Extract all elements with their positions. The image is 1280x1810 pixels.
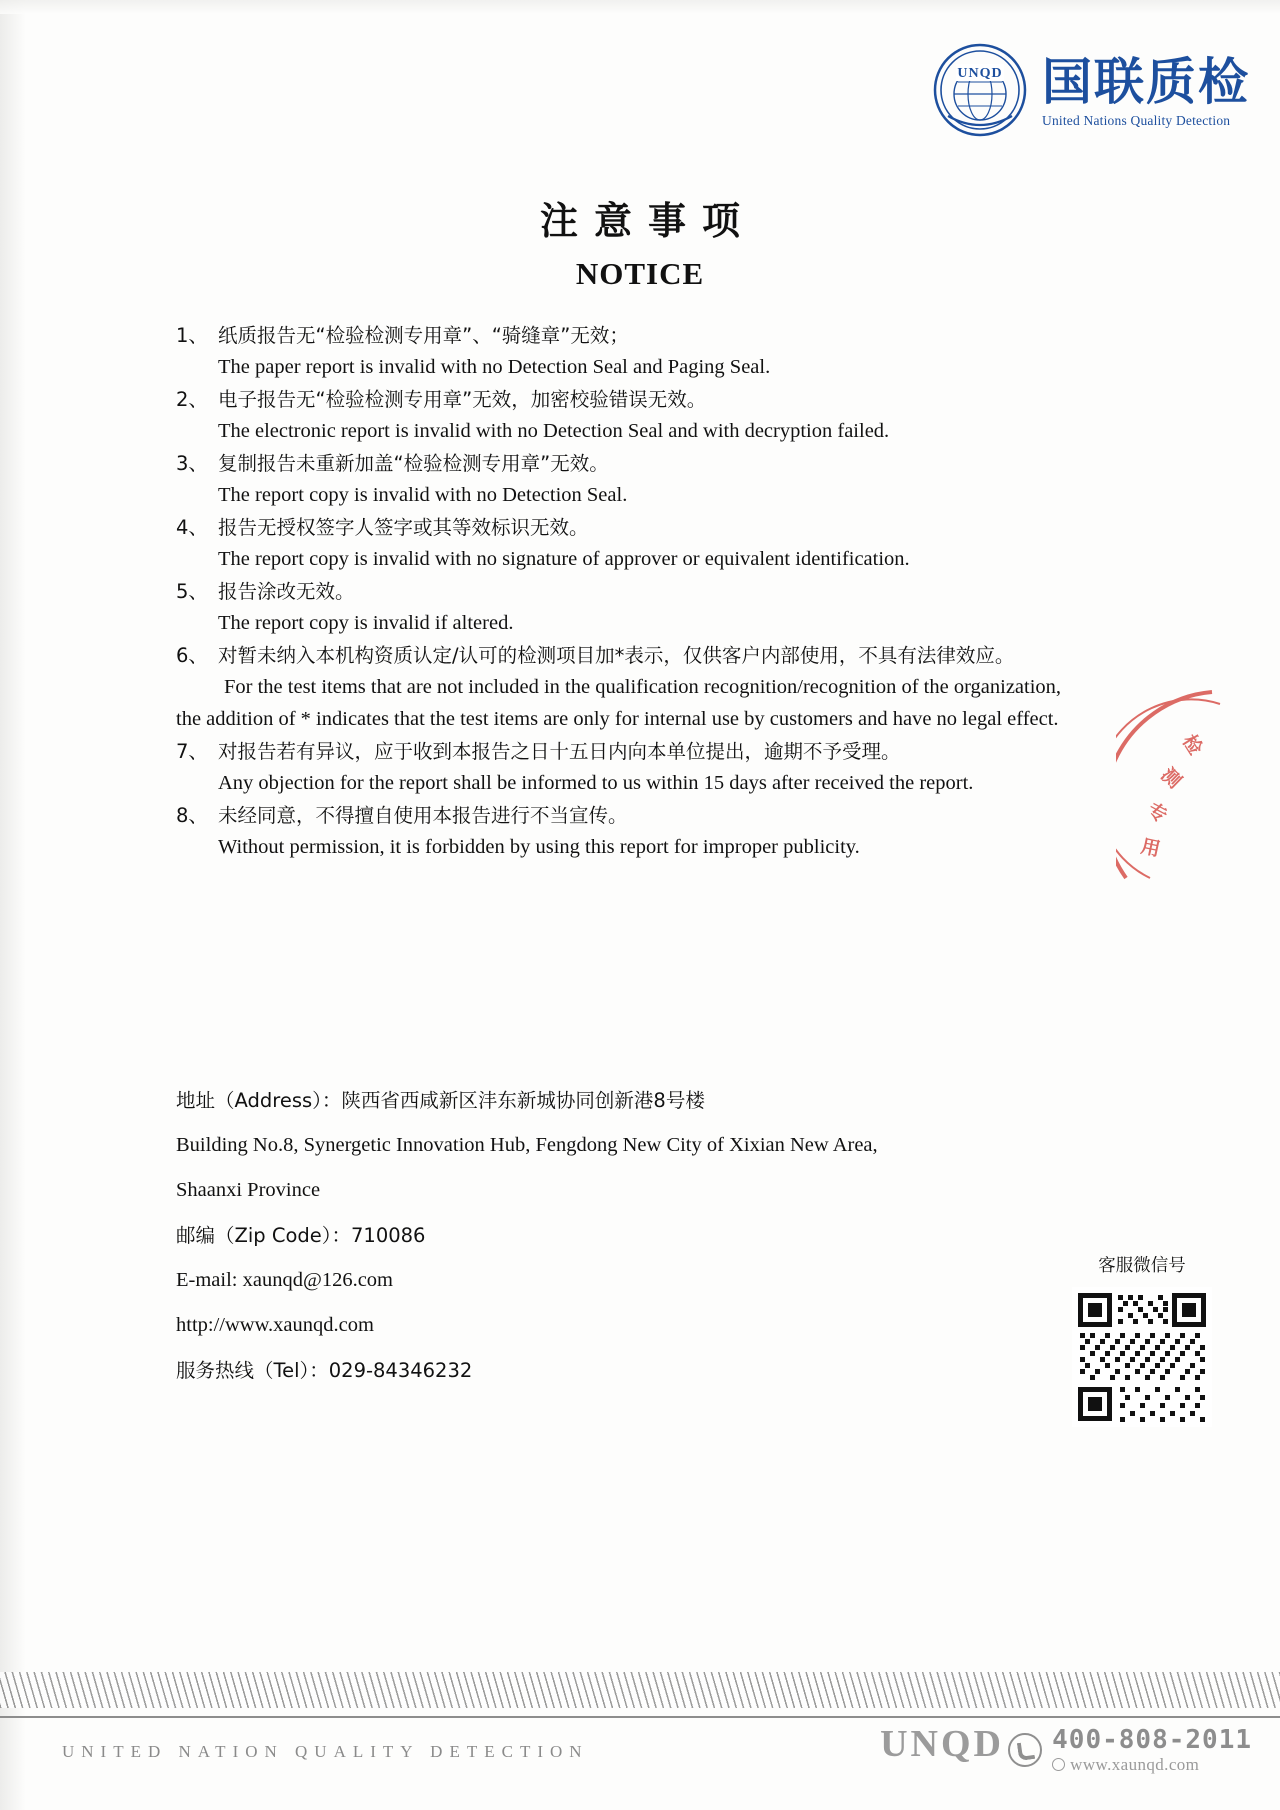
wechat-qr-code-icon xyxy=(1072,1287,1212,1427)
address-line-cn: 地址（Address）：陕西省西咸新区沣东新城协同创新港8号楼 xyxy=(176,1089,705,1112)
notice-text-en: For the test items that are not included in the qualification recognition/recognition of the organization, xyxy=(224,676,1062,698)
notice-item xyxy=(176,448,1176,511)
notice-text-en: The report copy is invalid with no Detection Seal. xyxy=(218,484,628,506)
notice-number: 1、 xyxy=(176,324,208,347)
notice-text-cn: 未经同意，不得擅自使用本报告进行不当宣传。 xyxy=(218,804,628,827)
notice-number: 8、 xyxy=(176,804,208,827)
notice-text-cn: 对报告若有异议，应于收到本报告之日十五日内向本单位提出，逾期不予受理。 xyxy=(218,740,901,763)
wechat-qr-label: 客服微信号 xyxy=(1098,1256,1186,1276)
website-line[interactable]: http://www.xaunqd.com xyxy=(176,1314,374,1336)
notice-text-en: The report copy is invalid if altered. xyxy=(218,612,514,634)
footer-hatch-pattern xyxy=(0,1672,1280,1708)
notice-text-cn: 报告涂改无效。 xyxy=(218,580,355,603)
address-line-en-1: Building No.8, Synergetic Innovation Hub, Fengdong New City of Xixian New Area, xyxy=(176,1134,878,1156)
notice-item xyxy=(176,384,1176,447)
notice-text-en: The electronic report is invalid with no Detection Seal and with decryption failed. xyxy=(218,420,890,442)
notice-number: 3、 xyxy=(176,452,208,475)
notice-item xyxy=(176,736,1176,799)
notice-text-en-cont: the addition of * indicates that the test items are only for internal use by customers and have no legal effect. xyxy=(176,708,1059,730)
notice-text-en: The report copy is invalid with no signature of approver or equivalent identification. xyxy=(218,548,910,570)
footer-brand: UNQD xyxy=(880,1723,1004,1765)
notice-text-cn: 对暂未纳入本机构资质认定/认可的检测项目加*表示，仅供客户内部使用，不具有法律效应。 xyxy=(218,644,1015,667)
notice-item xyxy=(176,576,1176,639)
page-title-english: NOTICE xyxy=(575,256,705,291)
notice-text-cn: 报告无授权签字人签字或其等效标识无效。 xyxy=(218,516,589,539)
svg-text:测: 测 xyxy=(1156,763,1186,793)
notice-number: 4、 xyxy=(176,516,208,539)
logo-english-name: United Nations Quality Detection xyxy=(1042,112,1231,128)
address-line-en-2: Shaanxi Province xyxy=(176,1179,321,1201)
footer-website xyxy=(1052,1755,1252,1774)
logo-chinese-name: 国联质检 xyxy=(1042,52,1250,111)
page-title-chinese: 注意事项 xyxy=(539,199,756,243)
svg-text:UNQD: UNQD xyxy=(957,66,1003,81)
notice-text-cn: 纸质报告无“检验检测专用章”、“骑缝章”无效； xyxy=(218,324,629,347)
notice-text-cn: 电子报告无“检验检测专用章”无效，加密校验错误无效。 xyxy=(218,388,707,411)
notice-number: 6、 xyxy=(176,644,208,667)
svg-text:专: 专 xyxy=(1143,798,1171,828)
notice-text-en: Without permission, it is forbidden by using this report for improper publicity. xyxy=(218,836,860,858)
notice-item xyxy=(176,800,1176,863)
globe-icon xyxy=(1052,1758,1065,1771)
notice-item xyxy=(176,512,1176,575)
footer-phone-number: 400-808-2011 xyxy=(1052,1725,1252,1755)
notice-item xyxy=(176,640,1176,735)
notice-text-en: The paper report is invalid with no Detection Seal and Paging Seal. xyxy=(218,356,771,378)
company-logo xyxy=(932,42,1250,138)
notice-number: 2、 xyxy=(176,388,208,411)
unqd-emblem-icon xyxy=(932,42,1028,138)
notice-number: 7、 xyxy=(176,740,208,763)
hotline-line: 服务热线（Tel）：029-84346232 xyxy=(176,1359,473,1382)
footer-website-text: www.xaunqd.com xyxy=(1070,1755,1200,1775)
notice-list xyxy=(176,320,1176,864)
notice-text-cn: 复制报告未重新加盖“检验检测专用章”无效。 xyxy=(218,452,609,475)
svg-text:检: 检 xyxy=(1177,730,1207,759)
email-line: E-mail: xaunqd@126.com xyxy=(176,1269,394,1291)
wechat-qr-block xyxy=(1062,1252,1222,1427)
svg-text:用: 用 xyxy=(1138,835,1163,861)
notice-number: 5、 xyxy=(176,580,208,603)
notice-text-en: Any objection for the report shall be informed to us within 15 days after received the report. xyxy=(218,772,974,794)
phone-icon xyxy=(1008,1733,1042,1767)
footer-divider xyxy=(0,1716,1280,1718)
contact-address-block xyxy=(176,1078,996,1393)
notice-item xyxy=(176,320,1176,383)
footer-contact xyxy=(1008,1726,1252,1774)
zip-code-line: 邮编（Zip Code）：710086 xyxy=(176,1224,426,1247)
scan-edge-top xyxy=(0,0,1280,14)
footer-tagline: UNITED NATION QUALITY DETECTION xyxy=(62,1742,589,1761)
